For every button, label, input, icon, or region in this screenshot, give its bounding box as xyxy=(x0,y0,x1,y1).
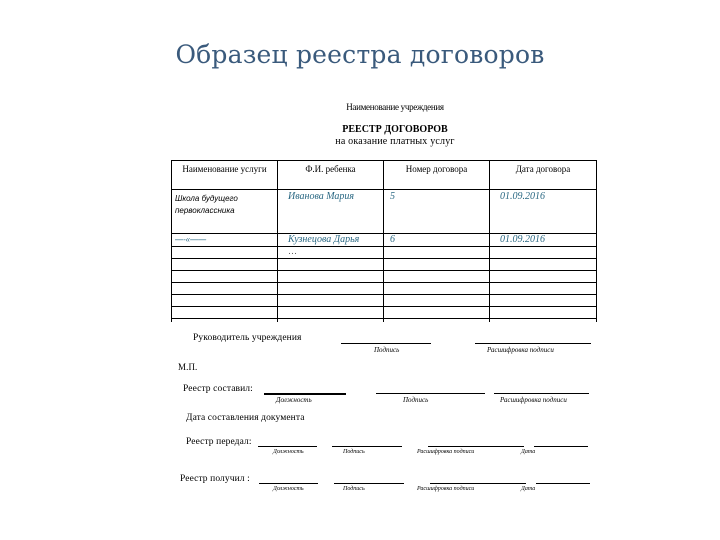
stamp-label: М.П. xyxy=(178,362,198,372)
compiled-position-line[interactable] xyxy=(264,393,346,395)
contracts-table xyxy=(171,160,597,322)
column-header-service: Наименование услуги xyxy=(172,161,278,190)
cell-service xyxy=(172,247,278,259)
transferred-date-line[interactable] xyxy=(534,446,588,447)
cell-contract-number xyxy=(384,247,490,259)
head-decoding-caption: Расшифровка подписи xyxy=(487,346,554,354)
cell-child: Кузнецова Дарья xyxy=(288,234,360,245)
transferred-decoding-line[interactable] xyxy=(428,446,524,447)
table-row-empty xyxy=(172,307,597,319)
cell-contract-date: 01.09.2016 xyxy=(500,191,545,202)
organization-label: Наименование учреждения xyxy=(346,102,444,112)
table-row-open xyxy=(172,319,597,323)
table-row-empty xyxy=(172,271,597,283)
received-date-caption: Дата xyxy=(521,486,536,492)
table-row-empty xyxy=(172,259,597,271)
received-decoding-caption: Расшифровка подписи xyxy=(417,486,475,492)
cell-child: … xyxy=(288,246,297,256)
compiled-position-caption: Должность xyxy=(276,396,312,404)
transferred-signature-line[interactable] xyxy=(332,446,402,447)
cell-contract-number: 5 xyxy=(390,191,395,202)
table-header-row xyxy=(172,161,597,190)
table-row xyxy=(172,234,597,247)
transferred-position-line[interactable] xyxy=(258,446,317,447)
cell-service: Школа будущего первоклассника xyxy=(175,194,238,215)
compiled-decoding-line[interactable] xyxy=(494,393,589,394)
table-row xyxy=(172,247,597,259)
received-decoding-line[interactable] xyxy=(430,483,526,484)
received-signature-caption: Подпись xyxy=(343,486,365,492)
cell-contract-date xyxy=(490,247,597,259)
compiled-signature-caption: Подпись xyxy=(403,396,429,404)
head-decoding-line[interactable] xyxy=(475,343,591,344)
table-row-empty xyxy=(172,283,597,295)
compiled-decoding-caption: Расшифровка подписи xyxy=(500,396,567,404)
transferred-signature-caption: Подпись xyxy=(343,449,365,455)
registry-subtitle: на оказание платных услуг xyxy=(335,136,455,147)
transferred-position-caption: Должность xyxy=(273,449,304,455)
table-row-empty xyxy=(172,295,597,307)
table-row xyxy=(172,190,597,234)
compiled-by-label: Реестр составил: xyxy=(183,384,253,394)
cell-contract-number: 6 xyxy=(390,234,395,245)
cell-child: Иванова Мария xyxy=(288,191,355,202)
received-by-label: Реестр получил : xyxy=(180,474,250,484)
head-signature-label: Руководитель учреждения xyxy=(193,333,302,343)
slide-title: Образец реестра договоров xyxy=(175,40,545,69)
compiled-signature-line[interactable] xyxy=(376,393,485,394)
column-header-child: Ф.И. ребенка xyxy=(278,161,384,190)
registry-title: РЕЕСТР ДОГОВОРОВ xyxy=(342,124,448,135)
column-header-contract-date: Дата договора xyxy=(490,161,597,190)
head-signature-caption: Подпись xyxy=(374,346,400,354)
column-header-contract-number: Номер договора xyxy=(384,161,490,190)
cell-service: —-«—— xyxy=(175,235,207,244)
received-position-caption: Должность xyxy=(273,486,304,492)
received-position-line[interactable] xyxy=(259,483,318,484)
received-signature-line[interactable] xyxy=(334,483,404,484)
transferred-decoding-caption: Расшифровка подписи xyxy=(417,449,475,455)
head-signature-line[interactable] xyxy=(341,343,431,344)
date-compiled-label: Дата составления документа xyxy=(186,413,305,423)
transferred-by-label: Реестр передал: xyxy=(186,437,252,447)
transferred-date-caption: Дата xyxy=(521,449,536,455)
received-date-line[interactable] xyxy=(536,483,590,484)
cell-contract-date: 01.09.2016 xyxy=(500,234,545,245)
